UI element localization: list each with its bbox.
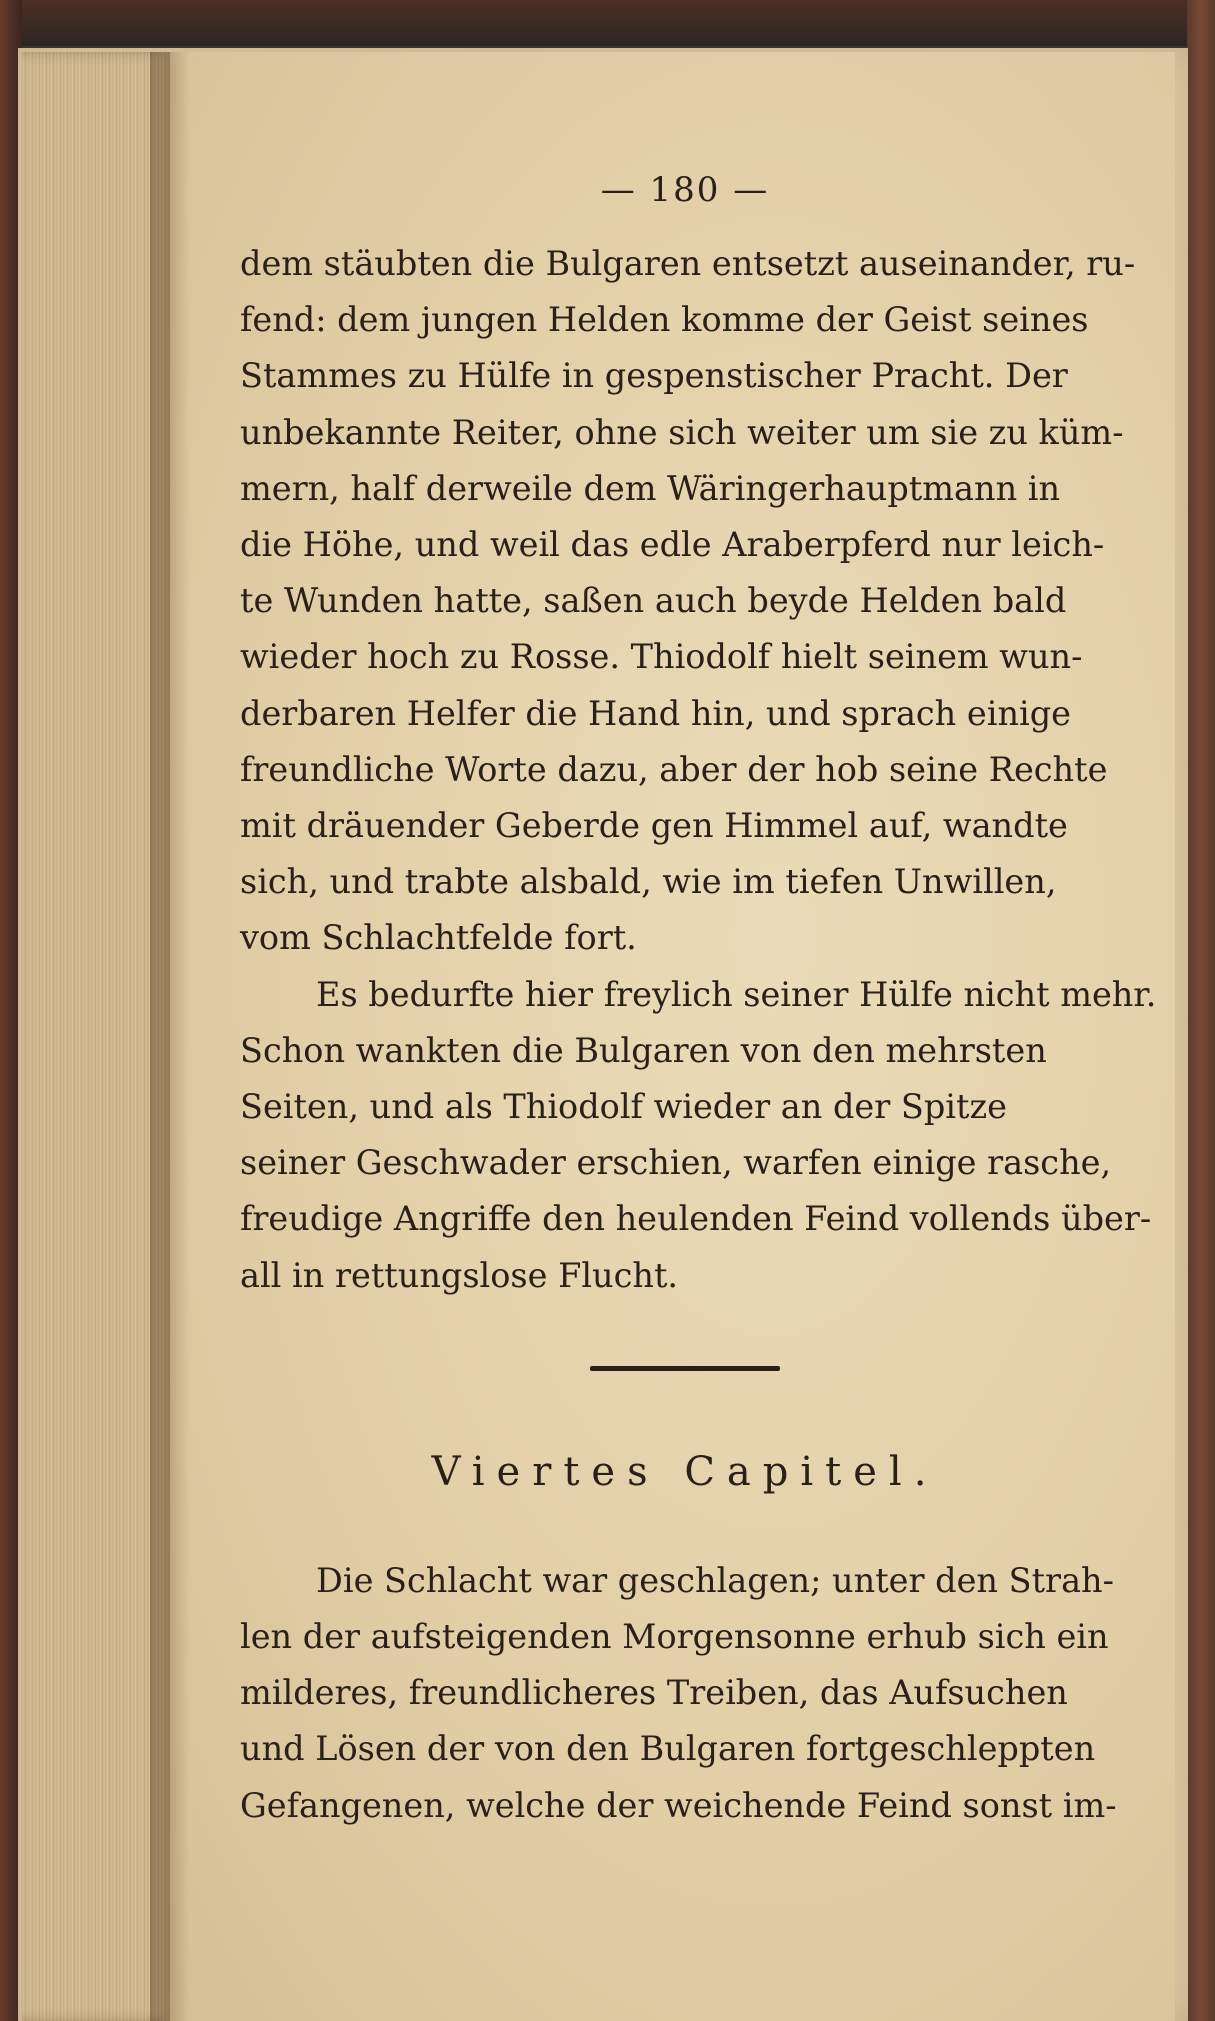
page-number: — 180 —: [600, 170, 770, 210]
text-line: Seiten, und als Thiodolf wieder an der Spitze: [240, 1087, 1007, 1127]
section-divider: [590, 1366, 780, 1371]
page-text: [240, 170, 1157, 1834]
paragraph-1: [240, 236, 1136, 967]
text-line: milderes, freundlicheres Treiben, das Aufsuchen: [240, 1673, 1068, 1713]
text-line: freundliche Worte dazu, aber der hob seine Rechte: [240, 749, 1108, 789]
text-line: und Lösen der von den Bulgaren fortgeschleppten: [240, 1729, 1096, 1769]
text-line: fend: dem jungen Helden komme der Geist seines: [240, 300, 1089, 340]
gutter-shadow: [150, 52, 190, 2021]
text-line: Gefangenen, welche der weichende Feind sonst im-: [240, 1785, 1117, 1825]
text-line: seiner Geschwader erschien, warfen einige rasche,: [240, 1143, 1112, 1183]
text-line: dem stäubten die Bulgaren entsetzt auseinander, ru-: [240, 244, 1136, 283]
text-line: mern, half derweile dem Wäringerhauptmann in: [240, 468, 1061, 508]
text-line: die Höhe, und weil das edle Araberpferd nur leich-: [240, 525, 1105, 565]
chapter-title: Viertes Capitel.: [431, 1448, 939, 1495]
book-cover-top: [0, 0, 1215, 46]
text-line: all in rettungslose Flucht.: [240, 1255, 679, 1295]
text-line: Die Schlacht war geschlagen; unter den Strah-: [316, 1560, 1114, 1600]
paragraph-3: [240, 1553, 1130, 1834]
text-line: mit dräuender Geberde gen Himmel auf, wandte: [240, 806, 1068, 846]
text-line: unbekannte Reiter, ohne sich weiter um sie zu küm-: [240, 412, 1124, 452]
text-line: sich, und trabte alsbald, wie im tiefen Unwillen,: [240, 862, 1057, 902]
text-line: freudige Angriffe den heulenden Feind vollends über-: [240, 1199, 1152, 1239]
text-line: derbaren Helfer die Hand hin, und sprach einige: [240, 693, 1072, 733]
text-line: wieder hoch zu Rosse. Thiodolf hielt seinem wun-: [240, 637, 1083, 677]
text-line: vom Schlachtfelde fort.: [240, 918, 637, 958]
text-line: te Wunden hatte, saßen auch beyde Helden bald: [240, 581, 1067, 621]
text-line: Stammes zu Hülfe in gespenstischer Pracht. Der: [240, 356, 1068, 396]
book-cover-right: [1187, 0, 1215, 2021]
text-line: Schon wankten die Bulgaren von den mehrsten: [240, 1030, 1047, 1070]
text-line: Es bedurfte hier freylich seiner Hülfe nicht mehr.: [316, 974, 1157, 1014]
paragraph-2: [240, 967, 1157, 1304]
text-line: len der aufsteigenden Morgensonne erhub sich ein: [240, 1617, 1109, 1657]
